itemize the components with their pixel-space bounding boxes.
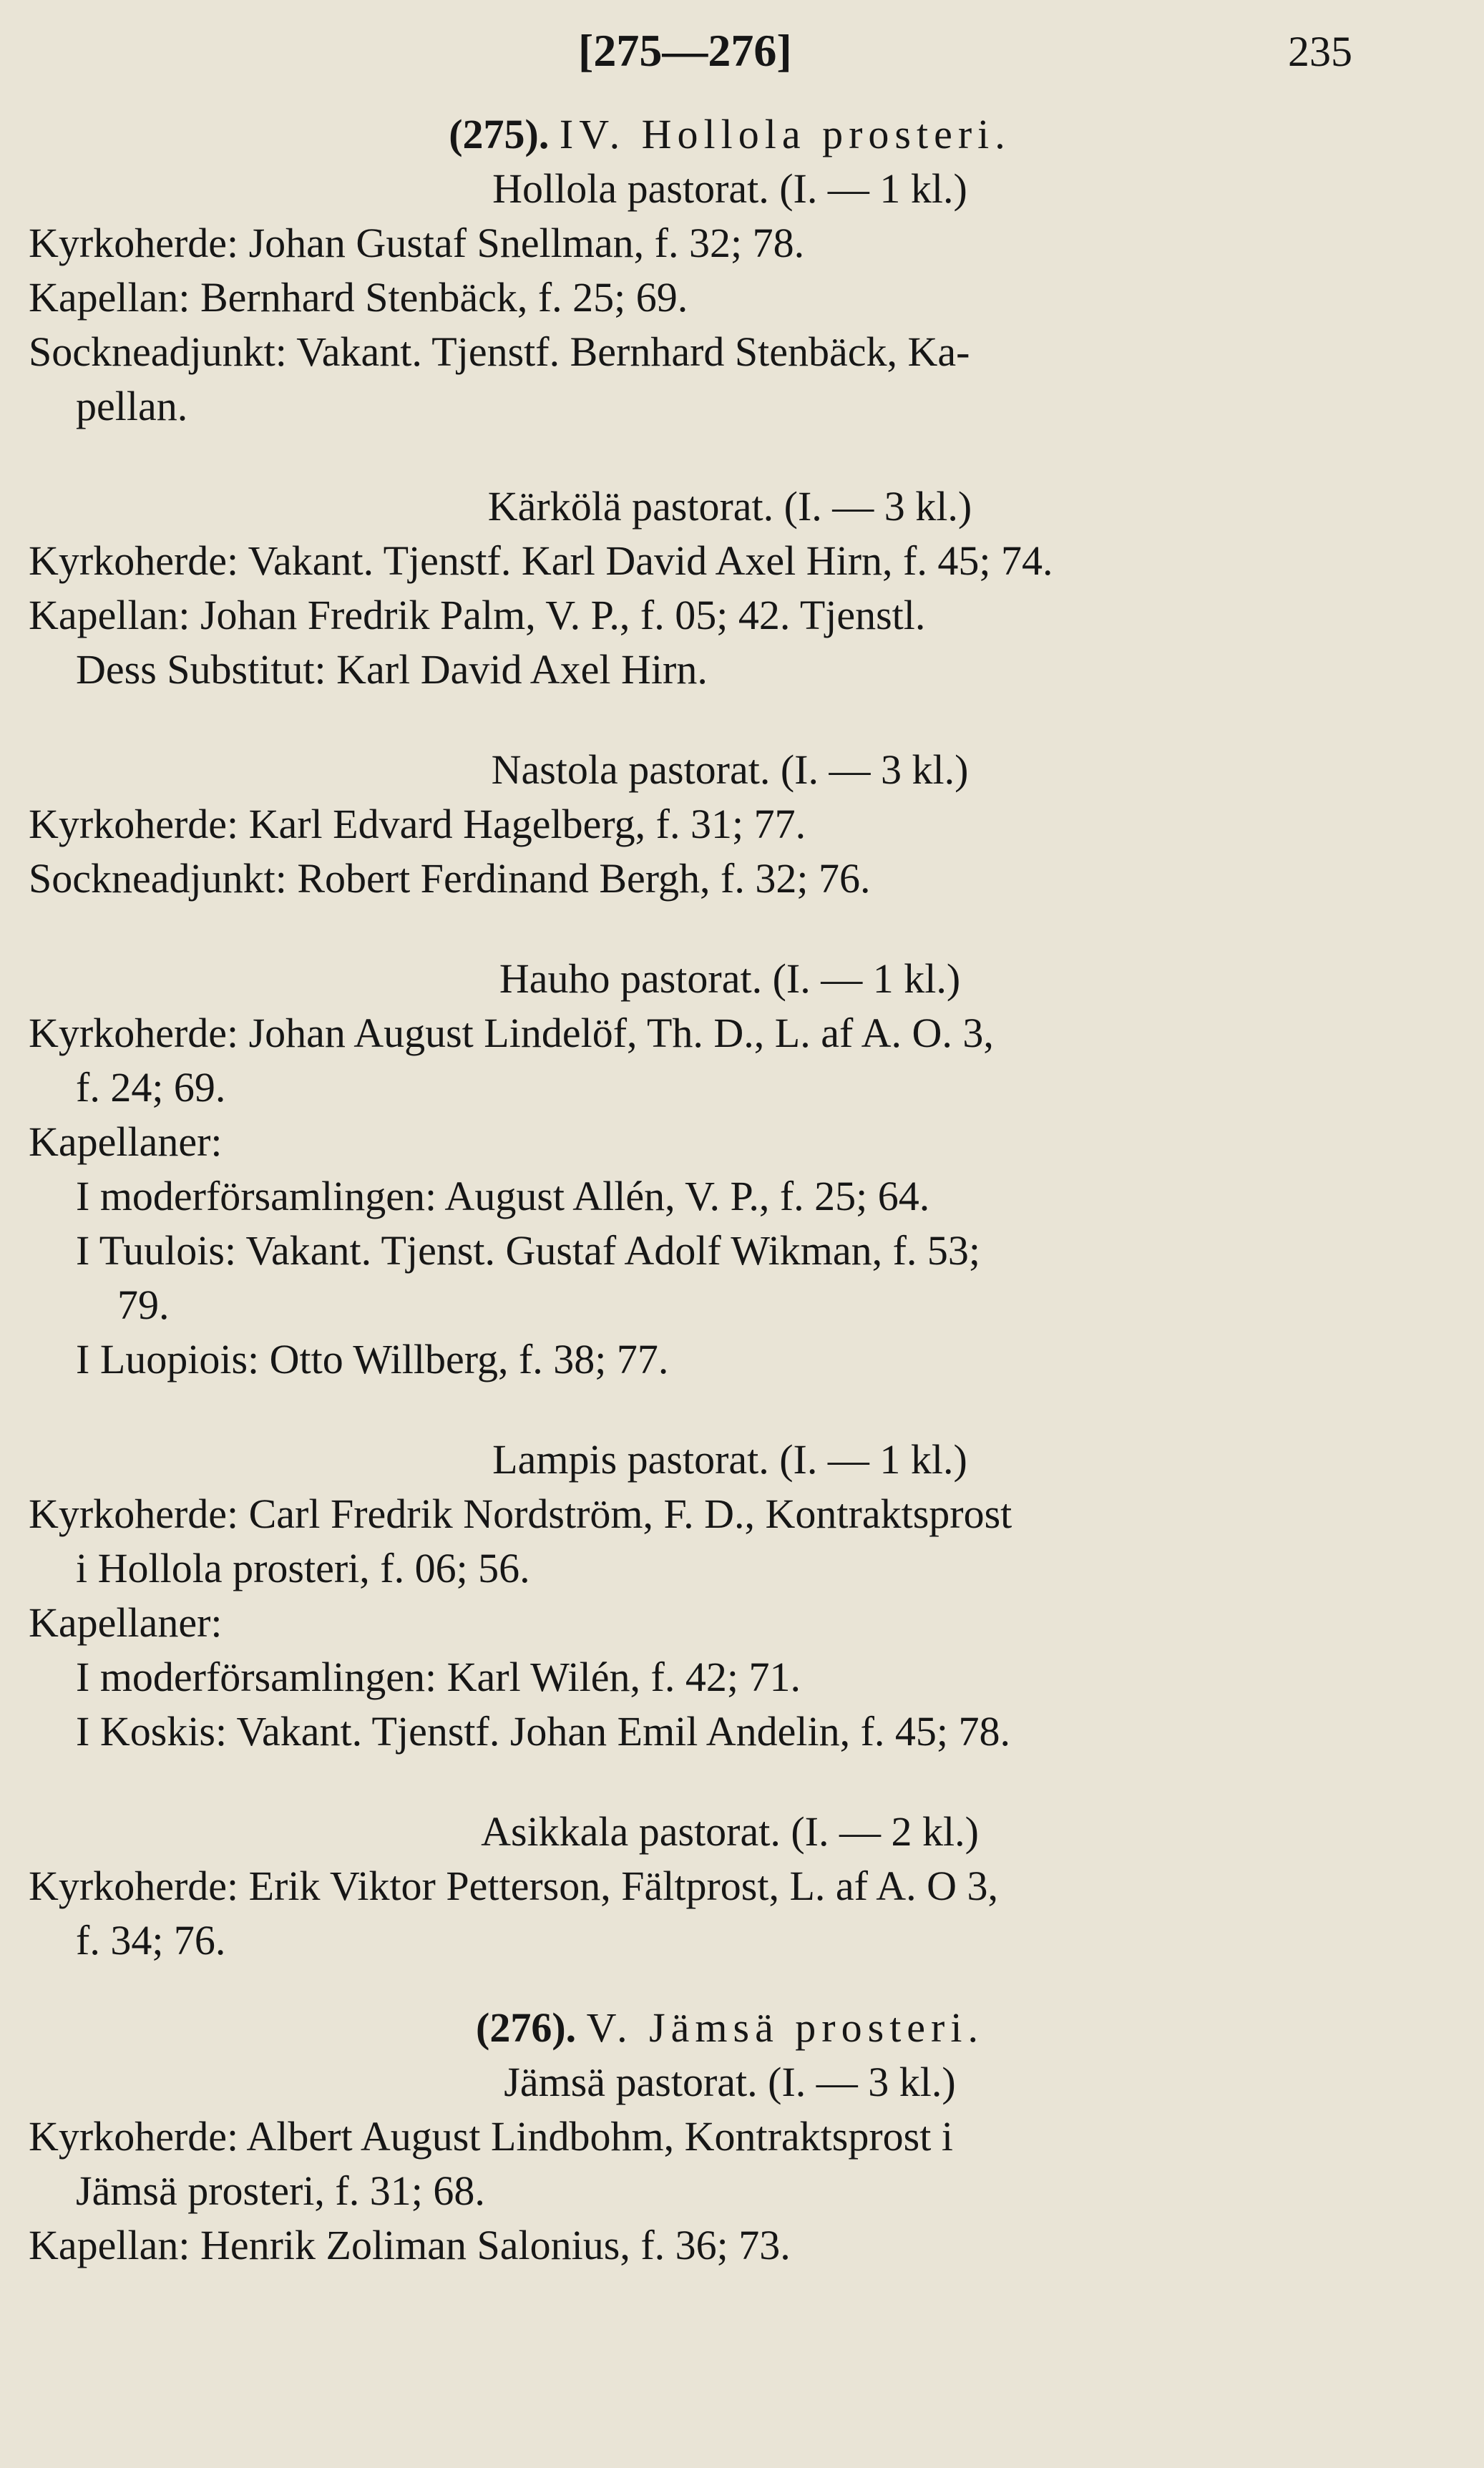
entry-line: Kyrkoherde: Albert August Lindbohm, Kontraktsprost i xyxy=(29,2113,953,2160)
entry-continuation: I Koskis: Vakant. Tjenstf. Johan Emil Andelin, f. 45; 78. xyxy=(76,1708,1010,1755)
entry-continuation: Dess Substitut: Karl David Axel Hirn. xyxy=(76,646,708,693)
parish-heading: Asikkala pastorat. (I. — 2 kl.) xyxy=(481,1808,979,1855)
deanery-number: (275). xyxy=(449,111,550,157)
entry-line: Kapellaner: xyxy=(29,1599,223,1646)
entry-continuation: I Luopiois: Otto Willberg, f. 38; 77. xyxy=(76,1336,669,1382)
entry-line: Kyrkoherde: Karl Edvard Hagelberg, f. 31; 77. xyxy=(29,801,806,847)
parish-heading: Jämsä pastorat. (I. — 3 kl.) xyxy=(504,2059,956,2105)
section-range: [275—276] xyxy=(578,25,792,76)
entry-line: Kapellan: Bernhard Stenbäck, f. 25; 69. xyxy=(29,274,688,321)
entry-line: Kyrkoherde: Erik Viktor Petterson, Fältprost, L. af A. O 3, xyxy=(29,1863,999,1909)
spacer xyxy=(29,1968,1431,2001)
entry-continuation: I Tuulois: Vakant. Tjenst. Gustaf Adolf Wikman, f. 53; xyxy=(76,1227,981,1274)
parish-heading: Hollola pastorat. (I. — 1 kl.) xyxy=(492,165,967,212)
parish-heading: Lampis pastorat. (I. — 1 kl.) xyxy=(492,1436,967,1483)
entry-line: Kyrkoherde: Vakant. Tjenstf. Karl David Axel Hirn, f. 45; 74. xyxy=(29,537,1053,584)
entry-line: Kyrkoherde: Carl Fredrik Nordström, F. D., Kontraktsprost xyxy=(29,1491,1012,1537)
spacer xyxy=(29,1759,1431,1805)
entry-line: Kapellan: Henrik Zoliman Salonius, f. 36; 73. xyxy=(29,2222,791,2268)
deanery-number: (276). xyxy=(476,2004,577,2051)
deanery-heading xyxy=(29,107,1431,162)
entry-line: Sockneadjunkt: Robert Ferdinand Bergh, f. 32; 76. xyxy=(29,855,871,902)
entry-continuation: pellan. xyxy=(76,383,188,429)
entry-continuation: Jämsä prosteri, f. 31; 68. xyxy=(76,2167,485,2214)
entry-line: Sockneadjunkt: Vakant. Tjenstf. Bernhard Stenbäck, Ka- xyxy=(29,328,970,375)
deanery-name: IV. Hollola prosteri. xyxy=(559,111,1011,157)
spacer xyxy=(29,434,1431,479)
spacer xyxy=(29,1387,1431,1433)
entry-continuation: I moderförsamlingen: August Allén, V. P., f. 25; 64. xyxy=(76,1173,930,1219)
entry-line: Kyrkoherde: Johan Gustaf Snellman, f. 32; 78. xyxy=(29,220,805,266)
parish-heading: Nastola pastorat. (I. — 3 kl.) xyxy=(491,746,969,793)
entry-continuation: f. 24; 69. xyxy=(76,1064,226,1111)
entry-continuation: i Hollola prosteri, f. 06; 56. xyxy=(76,1545,530,1591)
entry-continuation: I moderförsamlingen: Karl Wilén, f. 42; 71. xyxy=(76,1654,801,1700)
spacer xyxy=(29,697,1431,743)
entry-line: Kapellaner: xyxy=(29,1118,223,1165)
entry-line: Kyrkoherde: Johan August Lindelöf, Th. D., L. af A. O. 3, xyxy=(29,1010,994,1056)
entry-continuation: 79. xyxy=(117,1282,170,1328)
parish-heading: Kärkölä pastorat. (I. — 3 kl.) xyxy=(487,483,972,530)
spacer xyxy=(29,906,1431,952)
page-number: 235 xyxy=(1288,28,1352,75)
entry-line: Kapellan: Johan Fredrik Palm, V. P., f. 05; 42. Tjenstl. xyxy=(29,592,926,638)
entry-continuation: f. 34; 76. xyxy=(76,1917,226,1964)
page-content xyxy=(29,107,1431,2273)
parish-heading: Hauho pastorat. (I. — 1 kl.) xyxy=(499,955,961,1002)
page-header xyxy=(0,20,1484,92)
deanery-heading xyxy=(29,2001,1431,2055)
deanery-name: V. Jämsä prosteri. xyxy=(586,2004,984,2051)
